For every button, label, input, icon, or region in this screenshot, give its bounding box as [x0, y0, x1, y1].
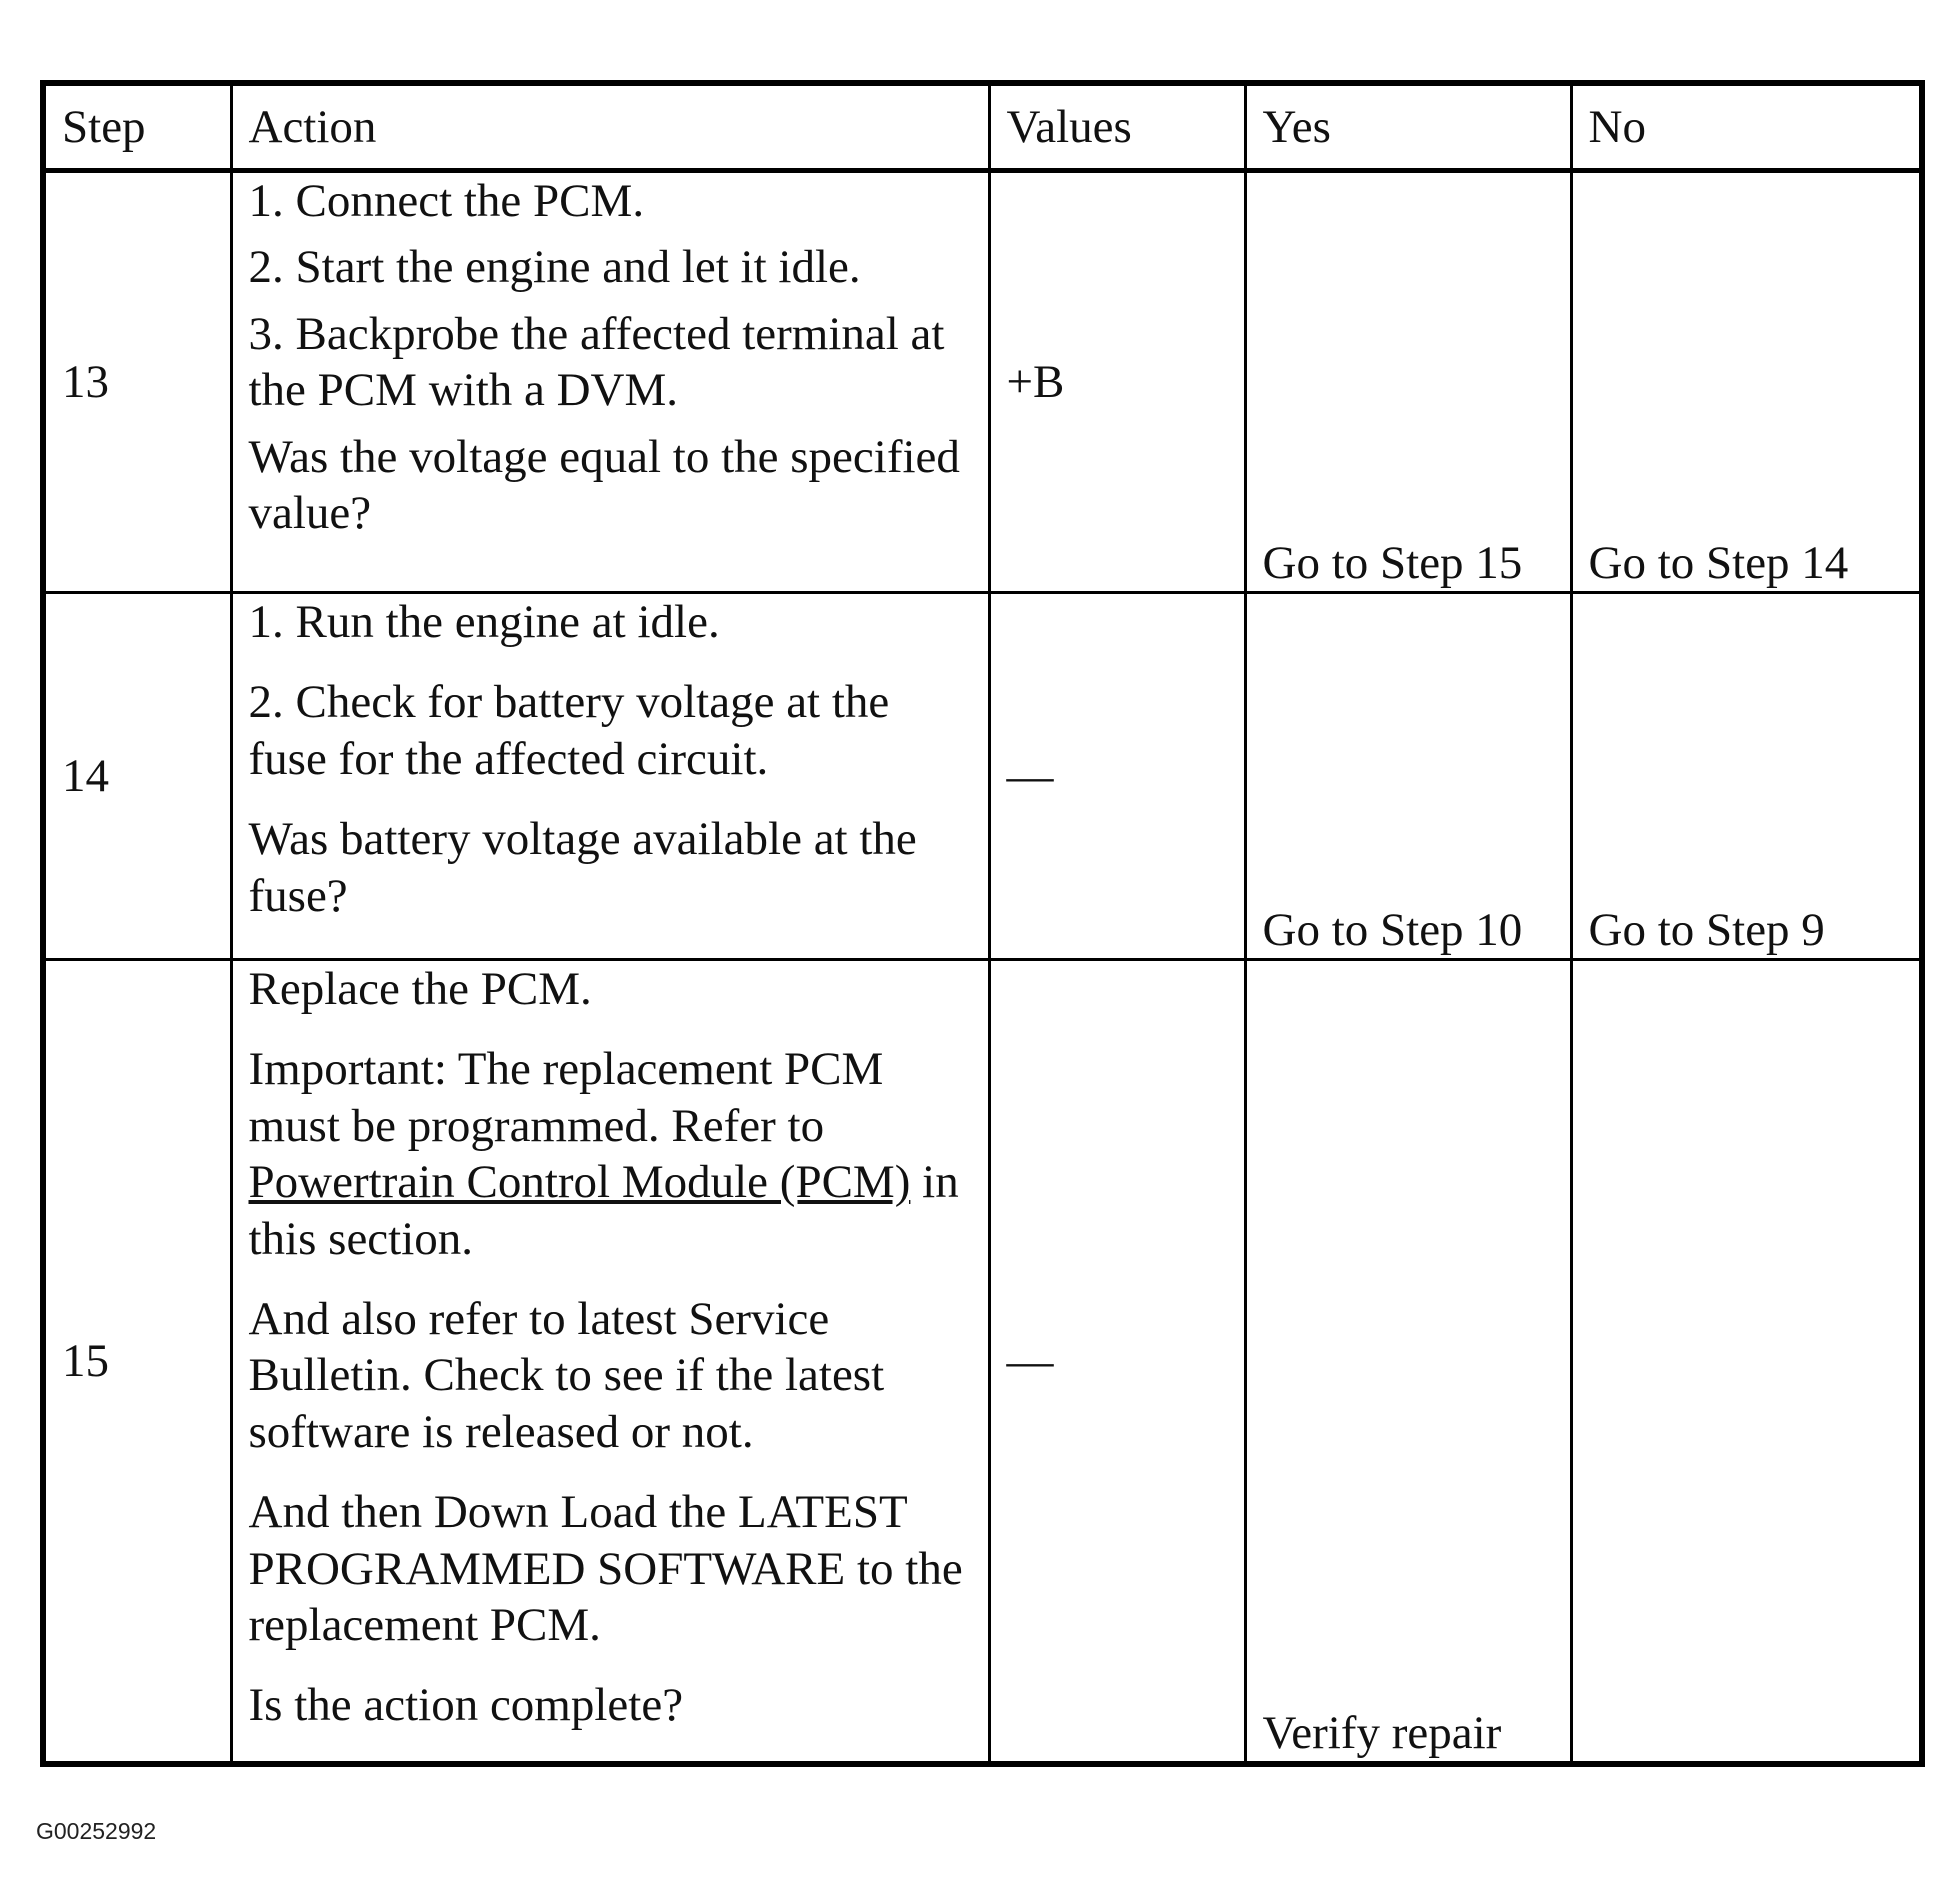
yes-cell: Go to Step 10	[1245, 593, 1571, 960]
step-number: 13	[43, 171, 231, 593]
important-text: Important: The replacement PCM must be programmed. Refer to	[248, 1043, 884, 1152]
action-question: Is the action complete?	[248, 1679, 684, 1732]
action-line: 1. Connect the PCM.	[248, 175, 645, 227]
yes-cell: Verify repair	[1245, 960, 1571, 1765]
action-line: And also refer to latest Service Bulletin. Check to see if the latest software is released or not.	[248, 1292, 885, 1458]
header-yes: Yes	[1245, 83, 1571, 171]
no-cell: Go to Step 9	[1571, 593, 1922, 960]
values-cell: —	[989, 960, 1245, 1765]
diagnostic-table	[40, 80, 1925, 1767]
step-number: 14	[43, 593, 231, 960]
action-cell	[231, 171, 989, 593]
table-row-step-15	[43, 960, 1922, 1765]
header-step: Step	[43, 83, 231, 171]
action-line: 2. Start the engine and let it idle.	[248, 241, 861, 294]
header-no: No	[1571, 83, 1922, 171]
action-line: 1. Run the engine at idle.	[248, 596, 720, 648]
table-row-step-14	[43, 593, 1922, 960]
table-row-step-13	[43, 171, 1922, 593]
action-question: Was the voltage equal to the specified value?	[248, 430, 960, 539]
yes-cell: Go to Step 15	[1245, 171, 1571, 593]
values-cell: —	[989, 593, 1245, 960]
header-action: Action	[231, 83, 989, 171]
header-values: Values	[989, 83, 1245, 171]
action-line: Replace the PCM.	[248, 963, 592, 1015]
no-cell: Go to Step 14	[1571, 171, 1922, 593]
action-line: And then Down Load the LATEST PROGRAMMED SOFTWARE to the replacement PCM.	[248, 1486, 963, 1651]
important-suffix: in this section.	[248, 1156, 959, 1265]
action-line: 3. Backprobe the affected terminal at the PCM with a DVM.	[248, 307, 945, 417]
header-row	[43, 83, 1922, 171]
important-note	[249, 1041, 972, 1267]
action-cell	[231, 593, 989, 960]
step-number: 15	[43, 960, 231, 1765]
figure-id: G00252992	[36, 1818, 157, 1844]
values-cell: +B	[989, 171, 1245, 593]
action-question: Was battery voltage available at the fuse?	[248, 813, 917, 922]
no-cell	[1571, 960, 1922, 1765]
action-line: 2. Check for battery voltage at the fuse for the affected circuit.	[248, 676, 890, 785]
action-cell	[231, 960, 989, 1765]
pcm-reference-link[interactable]: Powertrain Control Module (PCM)	[248, 1156, 911, 1209]
